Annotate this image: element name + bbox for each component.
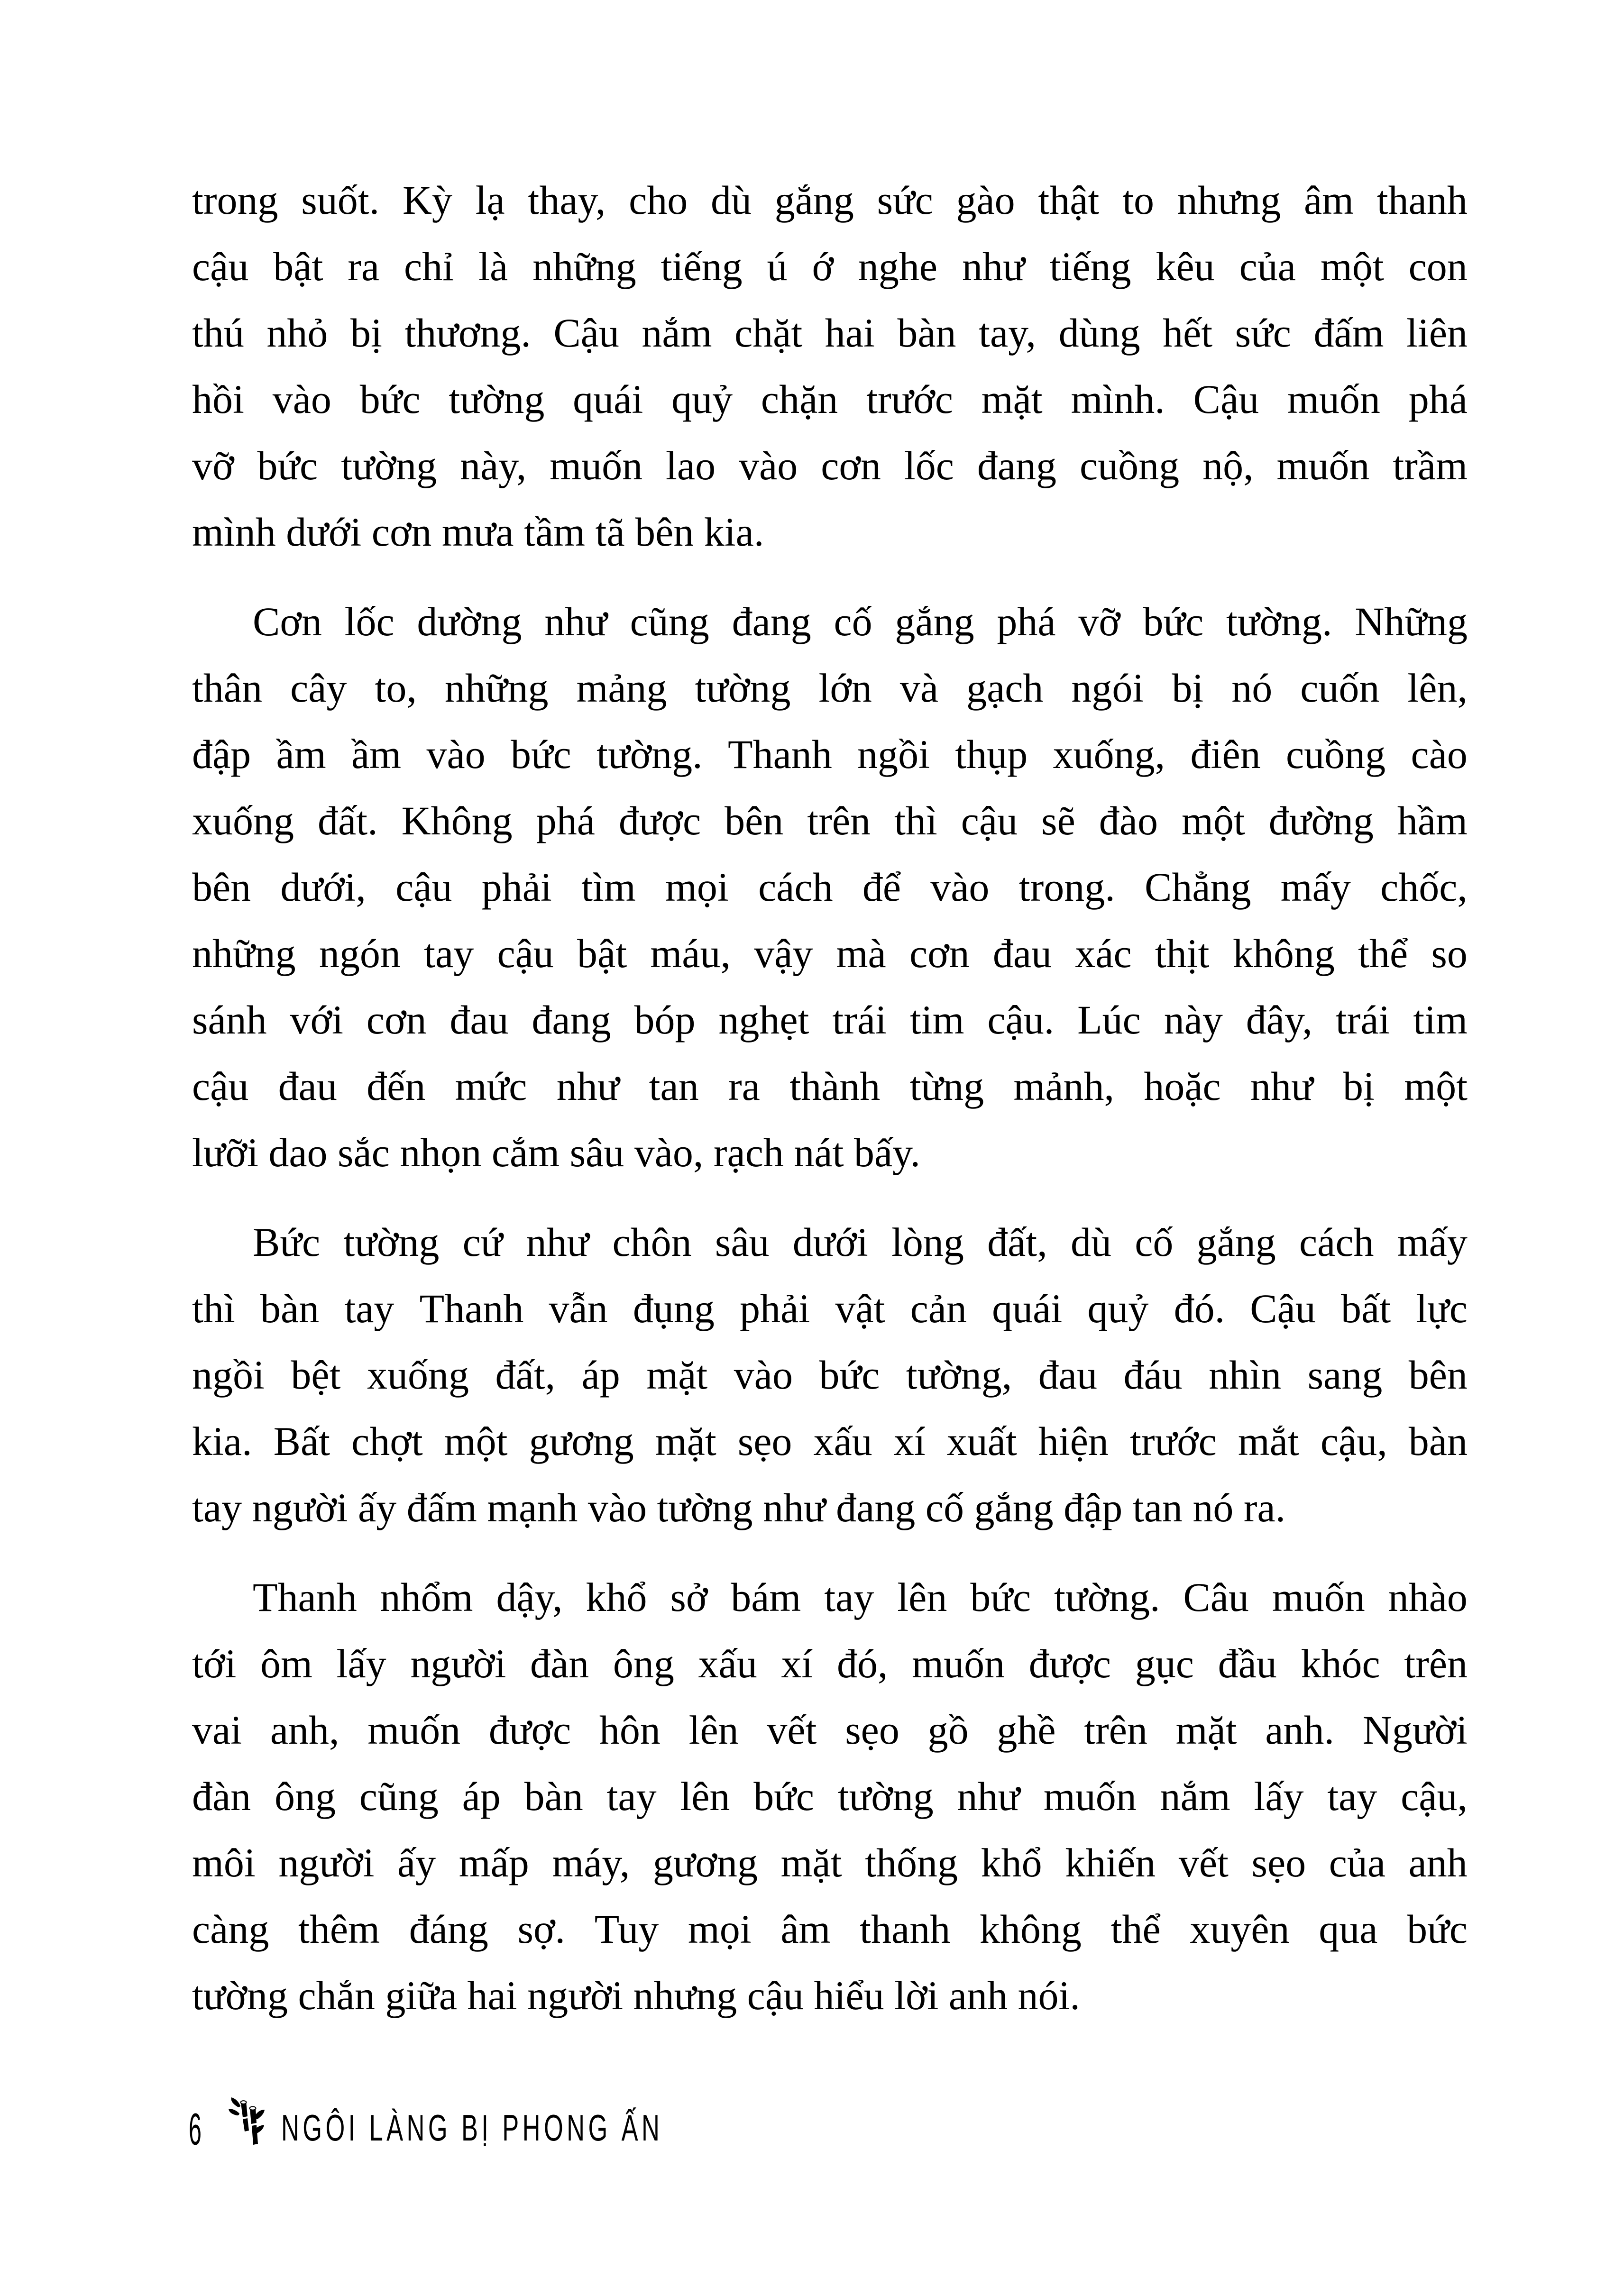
- text-line: sánh với cơn đau đang bóp nghẹt trái tim cậu. Lúc này đây, trái tim: [192, 997, 1468, 1043]
- paragraph: [192, 1564, 1468, 2029]
- text-line: tới ôm lấy người đàn ông xấu xí đó, muốn được gục đầu khóc trên: [192, 1641, 1468, 1686]
- text-line: môi người ấy mấp máy, gương mặt thống khổ khiến vết sẹo của anh: [192, 1840, 1468, 1885]
- text-line: Bức tường cứ như chôn sâu dưới lòng đất, dù cố gắng cách mấy: [253, 1219, 1468, 1265]
- text-line: Thanh nhổm dậy, khổ sở bám tay lên bức tường. Câu muốn nhào: [253, 1574, 1468, 1620]
- text-line: cậu bật ra chỉ là những tiếng ú ớ nghe như tiếng kêu của một con: [192, 244, 1468, 289]
- text-line: trong suốt. Kỳ lạ thay, cho dù gắng sức gào thật to nhưng âm thanh: [192, 177, 1468, 223]
- text-line: thân cây to, những mảng tường lớn và gạch ngói bị nó cuốn lên,: [192, 665, 1468, 711]
- page-footer: [189, 2092, 747, 2154]
- text-line: thú nhỏ bị thương. Cậu nắm chặt hai bàn tay, dùng hết sức đấm liên: [192, 310, 1468, 356]
- paragraph: [192, 588, 1468, 1186]
- text-line: cậu đau đến mức như tan ra thành từng mảnh, hoặc như bị một: [192, 1063, 1468, 1109]
- text-line: vai anh, muốn được hôn lên vết sẹo gồ ghề trên mặt anh. Người: [192, 1707, 1468, 1753]
- text-line: những ngón tay cậu bật máu, vậy mà cơn đau xác thịt không thể so: [192, 931, 1468, 976]
- text-line: đập ầm ầm vào bức tường. Thanh ngồi thụp xuống, điên cuồng cào: [192, 732, 1468, 777]
- text-line: càng thêm đáng sợ. Tuy mọi âm thanh không thể xuyên qua bức: [192, 1906, 1468, 1952]
- text-line: Cơn lốc dường như cũng đang cố gắng phá vỡ bức tường. Những: [253, 599, 1468, 644]
- page-text: [192, 167, 1468, 2029]
- text-line: kia. Bất chợt một gương mặt sẹo xấu xí xuất hiện trước mắt cậu, bàn: [192, 1418, 1468, 1464]
- bamboo-icon: [228, 2096, 265, 2146]
- paragraph: [192, 1209, 1468, 1541]
- text-line: tay người ấy đấm mạnh vào tường như đang cố gắng đập tan nó ra.: [192, 1485, 1286, 1530]
- text-line: đàn ông cũng áp bàn tay lên bức tường như muốn nắm lấy tay cậu,: [192, 1774, 1468, 1819]
- text-line: ngồi bệt xuống đất, áp mặt vào bức tường, đau đáu nhìn sang bên: [192, 1352, 1468, 1398]
- paragraph: [192, 167, 1468, 565]
- text-line: lưỡi dao sắc nhọn cắm sâu vào, rạch nát bấy.: [192, 1130, 921, 1175]
- text-line: bên dưới, cậu phải tìm mọi cách để vào trong. Chẳng mấy chốc,: [192, 864, 1468, 910]
- text-line: thì bàn tay Thanh vẫn đụng phải vật cản quái quỷ đó. Cậu bất lực: [192, 1286, 1468, 1331]
- page-number: 6: [189, 2103, 202, 2154]
- text-line: vỡ bức tường này, muốn lao vào cơn lốc đang cuồng nộ, muốn trầm: [192, 443, 1468, 488]
- text-line: mình dưới cơn mưa tầm tã bên kia.: [192, 509, 764, 555]
- book-title: NGÔI LÀNG BỊ PHONG ẤN: [281, 2107, 663, 2149]
- text-line: xuống đất. Không phá được bên trên thì cậu sẽ đào một đường hầm: [192, 798, 1468, 843]
- text-line: tường chắn giữa hai người nhưng cậu hiểu lời anh nói.: [192, 1973, 1080, 2018]
- text-line: hồi vào bức tường quái quỷ chặn trước mặt mình. Cậu muốn phá: [192, 376, 1468, 422]
